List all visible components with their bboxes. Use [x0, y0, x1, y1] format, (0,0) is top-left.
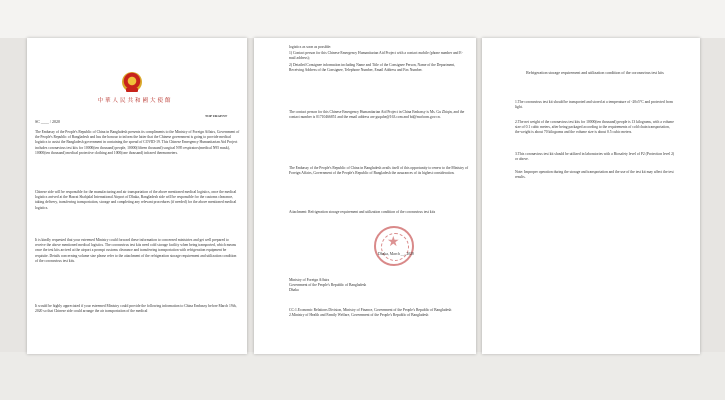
attachment-item-1: 1.The coronavirus test kit should be transported and stored at a temperature of -20±5°C and protected from light.	[515, 100, 673, 110]
attachment-page	[482, 38, 700, 354]
reference-number: SC ____ / 2020	[35, 119, 61, 124]
letter-page-2	[254, 38, 476, 354]
page1-paragraph-2: Chinese side will be responsible for the manufacturing and air transportation of the above mentioned medical logistics, once the medical logistics arrived at the Hazrat Shahjalal International Airport of Dhaka, Bangladesh side will be responsible for the customs clearance, taking delivery, transferring transportation, storage and completing any relevant procedures (if needed) for the above mentioned medical logistics.	[35, 190, 237, 210]
attachment-title: Refrigeration storage requirement and utilization condition of the coronavirus test kits	[526, 70, 664, 75]
cc-list: CC:1.Economic Relations Division, Ministry of Finance, Government of the People's Republic of Bangladesh 2.Ministry of Health and Family Welfare, Government of the People's Republic of Bangladesh	[289, 308, 452, 318]
attachment-item-3: 3.This coronavirus test kit should be utilized in laboratories with a Biosafety level of P2 (Protection level 2) or above.	[515, 152, 675, 162]
national-emblem-icon	[122, 72, 142, 92]
wall-top	[0, 0, 725, 38]
page2-attachment-line: Attachment: Refrigeration storage requirement and utilization condition of the coronavirus test kits	[289, 210, 436, 214]
page1-paragraph-1: The Embassy of the People's Republic of China in Bangladesh presents its compliments to the Ministry of Foreign Affairs, Government of the People's Republic of Bangladesh and has the honour to inform the latter that the Chinese government is going to provide medical logistics to assist the Bangladesh government in containing the spread of COVID-19. This Chinese Emergency Humanitarian Aid Project includes coronavirus test kits for 10000(ten thousand) people, 10000(fifteen thousand) surgical N95 respirators(medical N95 mask), 10000(ten thousand) medical protective clothing and 1000(one thousand) infrared thermometers.	[35, 130, 240, 155]
page2-item-1: 1) Contact person for this Chinese Emergency Humanitarian Aid Project with a contact mobile (phone number and E-mail address);	[289, 51, 463, 61]
place-date: Dhaka, March __, 2020	[378, 252, 414, 256]
page1-paragraph-3: It is kindly requested that your esteemed Ministry could forward these information to concerned ministries and get well prepared to receive the above mentioned medical logistics. The coronavirus test kits need cold storage facility when being transported, which means once the test kits arrived at the airport a prompt customs clearance and transferring transportation with refrigeration equipment be requisite. Details concerning volume size please refer to the attachment of the refrigeration storage requirement and utilization condition of the coronavirus test kits.	[35, 238, 237, 263]
table-surface	[0, 352, 725, 400]
page1-paragraph-4: It would be highly appreciated if your esteemed Ministry could provide the following information to China Embassy before March 19th, 2020 so that Chinese side could arrange the air transportation of the medical	[35, 304, 237, 314]
page2-intro-line: logistics as soon as possible:	[289, 45, 332, 49]
attachment-note: Note: Improper operation during the storage and transportation and the use of the test kit may affect the test results.	[515, 170, 674, 180]
recipient-address: Ministry of Foreign Affairs Government of the People's Republic of Bangladesh Dhaka	[289, 278, 367, 293]
urgency-label: TOP URGENT	[205, 114, 228, 118]
page2-item-2: 2) Detailed Consignee information including Name and Title of the Consignee Person, Name of the Department, Receiving Address of the Consignee, Telephone Number, Email Address and Fax Number.	[289, 63, 456, 73]
attachment-item-2: 2.The net weight of the coronavirus test kits for 10000(ten thousand) people is 13 kilograms, with a volume size of 0.1 cubic meters, after being packaged according to the requirements of cold chain transportation, the weight is about 70 kilograms and the volume size is about 0.5 cubic meters.	[515, 120, 674, 135]
page2-closing-paragraph: The Embassy of the People's Republic of China in Bangladesh avails itself of this opportunity to renew to the Ministry of Foreign Affairs, Government of the People's Republic of Bangladesh the assurances of its highest consideration.	[289, 166, 469, 176]
page2-contact-paragraph: The contact person for this Chinese Emergency Humanitarian Aid Project in China Embassy is Ms. Gu Zhiqin, and the contact number is 01710466851 and the email address are guquhe@163.com and bd@mofcom.gov.cn.	[289, 110, 465, 120]
embassy-title: 中華人民共和國大使館	[97, 98, 173, 104]
embassy-seal-icon: ★	[374, 226, 414, 266]
